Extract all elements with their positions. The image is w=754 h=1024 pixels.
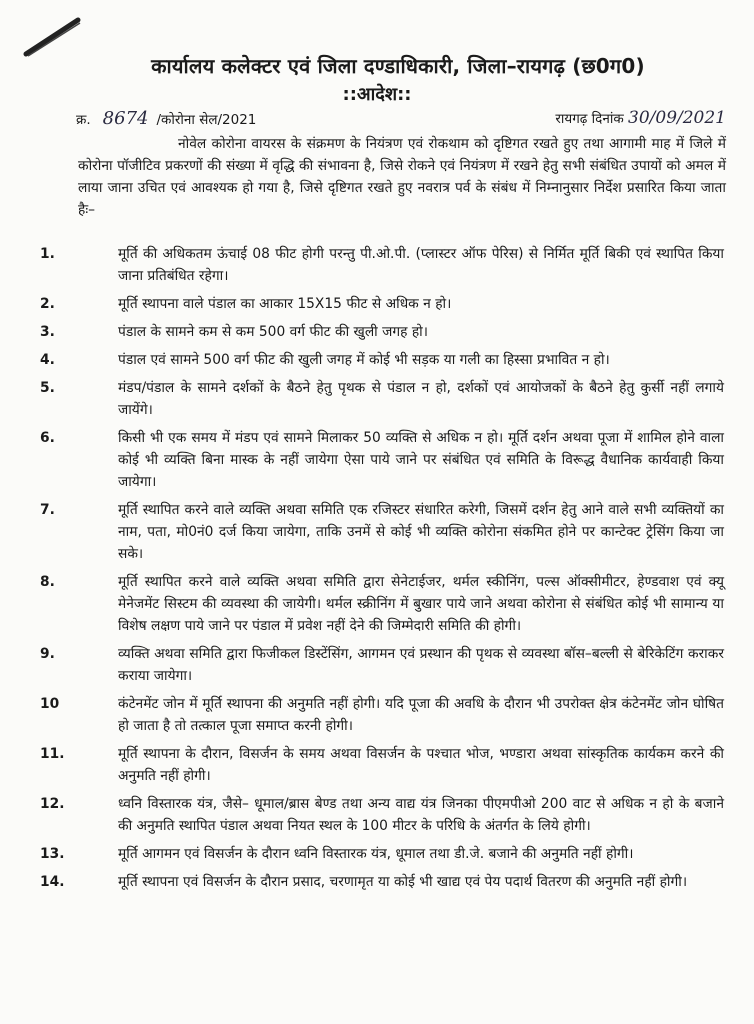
reference-number: 8674 xyxy=(102,108,149,129)
directive-list xyxy=(0,243,754,899)
reference-date-block xyxy=(555,108,726,128)
list-item xyxy=(0,293,754,315)
list-item xyxy=(0,499,754,565)
list-item xyxy=(0,871,754,893)
item-text: मंडप/पंडाल के सामने दर्शकों के बैठने हेतु पृथक से पंडाल न हो, दर्शकों एवं आयोजकों के बैठने हेतु कुर्सी नहीं लगाये जायेंगे। xyxy=(118,380,724,418)
item-number: 12. xyxy=(40,796,65,812)
list-item xyxy=(0,243,754,287)
reference-row xyxy=(76,108,726,130)
order-title: ::आदेश:: xyxy=(342,84,412,105)
list-item xyxy=(0,743,754,787)
item-text: ध्वनि विस्तारक यंत्र, जैसे– धूमाल/ब्रास बेण्ड तथा अन्य वाद्य यंत्र जिनका पीएमपीओ 200 वाट से अधिक न हो के बजाने की अनुमति स्थापित पंडाल अथवा नियत स्थल के 100 मीटर के परिधि के अंतर्गत के लिये होगी। xyxy=(118,796,724,834)
reference-number-block xyxy=(76,108,256,129)
list-item xyxy=(0,843,754,865)
list-item xyxy=(0,377,754,421)
item-text: मूर्ति स्थापना के दौरान, विसर्जन के समय अथवा विसर्जन के पश्चात भोज, भण्डारा अथवा सांस्कृतिक कार्यकम करने की अनुमति नहीं होगी। xyxy=(118,746,724,784)
item-number: 11. xyxy=(40,746,65,762)
item-text: मूर्ति आगमन एवं विसर्जन के दौरान ध्वनि विस्तारक यंत्र, धूमाल तथा डी.जे. बजाने की अनुमति नहीं होगी। xyxy=(118,846,634,862)
list-item xyxy=(0,427,754,493)
item-number: 2. xyxy=(40,296,55,312)
item-text: मूर्ति स्थापना वाले पंडाल का आकार 15X15 फीट से अधिक न हो। xyxy=(118,296,452,312)
item-number: 1. xyxy=(40,246,55,262)
item-text: मूर्ति स्थापित करने वाले व्यक्ति अथवा समिति एक रजिस्टर संधारित करेगी, जिसमें दर्शन हेतु आने वाले सभी व्यक्तियों का नाम, पता, मो0नं0 दर्ज किया जायेगा, ताकि उनमें से कोई भी व्यक्ति कोरोना संकमित होने पर कान्टेक्ट ट्रेसिंग किया जा सके। xyxy=(118,502,724,562)
item-text: कंटेनमेंट जोन में मूर्ति स्थापना की अनुमति नहीं होगी। यदि पूजा की अवधि के दौरान भी उपरोक्त क्षेत्र कंटेनमेंट जोन घोषित हो जाता है तो तत्काल पूजा समाप्त करनी होगी। xyxy=(118,696,724,734)
item-text: व्यक्ति अथवा समिति द्वारा फिजीकल डिस्टेंसिंग, आगमन एवं प्रस्थान की पृथक से व्यवस्था बॉस–बल्ली से बेरिकेटिंग कराकर कराया जायेगा। xyxy=(118,646,724,684)
item-number: 10 xyxy=(40,696,60,712)
reference-prefix: क्र. xyxy=(76,112,91,128)
pen-stroke-mark xyxy=(22,14,84,60)
item-number: 3. xyxy=(40,324,55,340)
list-item xyxy=(0,349,754,371)
item-text: मूर्ति स्थापना एवं विसर्जन के दौरान प्रसाद, चरणामृत या कोई भी खाद्य एवं पेय पदार्थ वितरण की अनुमति नहीं होगी। xyxy=(118,874,688,890)
order-date: 30/09/2021 xyxy=(628,108,726,128)
item-text: पंडाल के सामने कम से कम 500 वर्ग फीट की खुली जगह हो। xyxy=(118,324,428,340)
date-label: रायगढ़ दिनांक xyxy=(555,111,624,127)
item-number: 5. xyxy=(40,380,55,396)
list-item xyxy=(0,793,754,837)
item-number: 6. xyxy=(40,430,55,446)
item-text: मूर्ति स्थापित करने वाले व्यक्ति अथवा समिति द्वारा सेनेटाईजर, थर्मल स्कीनिंग, पल्स ऑक्सीमीटर, हेण्डवाश एवं क्यू मेनेजमेंट सिस्टम की व्यवस्था की जायेगी। थर्मल स्क्रीनिंग में बुखार पाये जाने अथवा कोरोना से संबंधित कोई भी सामान्य या विशेष लक्षण पाये जाने पर पंडाल में प्रवेश नहीं देने की जिम्मेदारी समिति की होगी। xyxy=(118,574,724,634)
item-number: 4. xyxy=(40,352,55,368)
item-number: 14. xyxy=(40,874,65,890)
item-number: 9. xyxy=(40,646,55,662)
item-number: 13. xyxy=(40,846,65,862)
list-item xyxy=(0,571,754,637)
item-number: 8. xyxy=(40,574,55,590)
intro-paragraph: नोवेल कोरोना वायरस के संक्रमण के नियंत्रण एवं रोकथाम को दृष्टिगत रखते हुए तथा आगामी माह में जिले में कोरोना पॉजीटिव प्रकरणों की संख्या में वृद्धि की संभावना है, जिसे रोकने एवं नियंत्रण में रखने हेतु सभी संबंधित उपायों को अमल में लाया जाना उचित एवं आवश्यक हो गया है, जिसे दृष्टिगत रखते हुए नवरात्र पर्व के संबंध में निम्नानुसार निर्देश प्रसारित किया जाता हैः– xyxy=(78,136,726,218)
item-number: 7. xyxy=(40,502,55,518)
list-item xyxy=(0,693,754,737)
list-item xyxy=(0,643,754,687)
office-heading: कार्यालय कलेक्टर एवं जिला दण्डाधिकारी, जिला–रायगढ़ (छ0ग0) xyxy=(151,54,645,78)
item-text: किसी भी एक समय में मंडप एवं सामने मिलाकर 50 व्यक्ति से अधिक न हो। मूर्ति दर्शन अथवा पूजा में शामिल होने वाला कोई भी व्यक्ति बिना मास्क के नहीं जायेगा ऐसा पाये जाने पर संबंधित एवं समिति के विरूद्ध वैधानिक कार्यवाही किया जायेगा। xyxy=(118,430,724,490)
item-text: मूर्ति की अधिकतम ऊंचाई 08 फीट होगी परन्तु पी.ओ.पी. (प्लास्टर ऑफ पेरिस) से निर्मित मूर्ति बिकी एवं स्थापित किया जाना प्रतिबंधित रहेगा। xyxy=(118,246,724,284)
reference-suffix: /कोरोना सेल/2021 xyxy=(156,112,257,128)
list-item xyxy=(0,321,754,343)
item-text: पंडाल एवं सामने 500 वर्ग फीट की खुली जगह में कोई भी सड़क या गली का हिस्सा प्रभावित न हो। xyxy=(118,352,610,368)
